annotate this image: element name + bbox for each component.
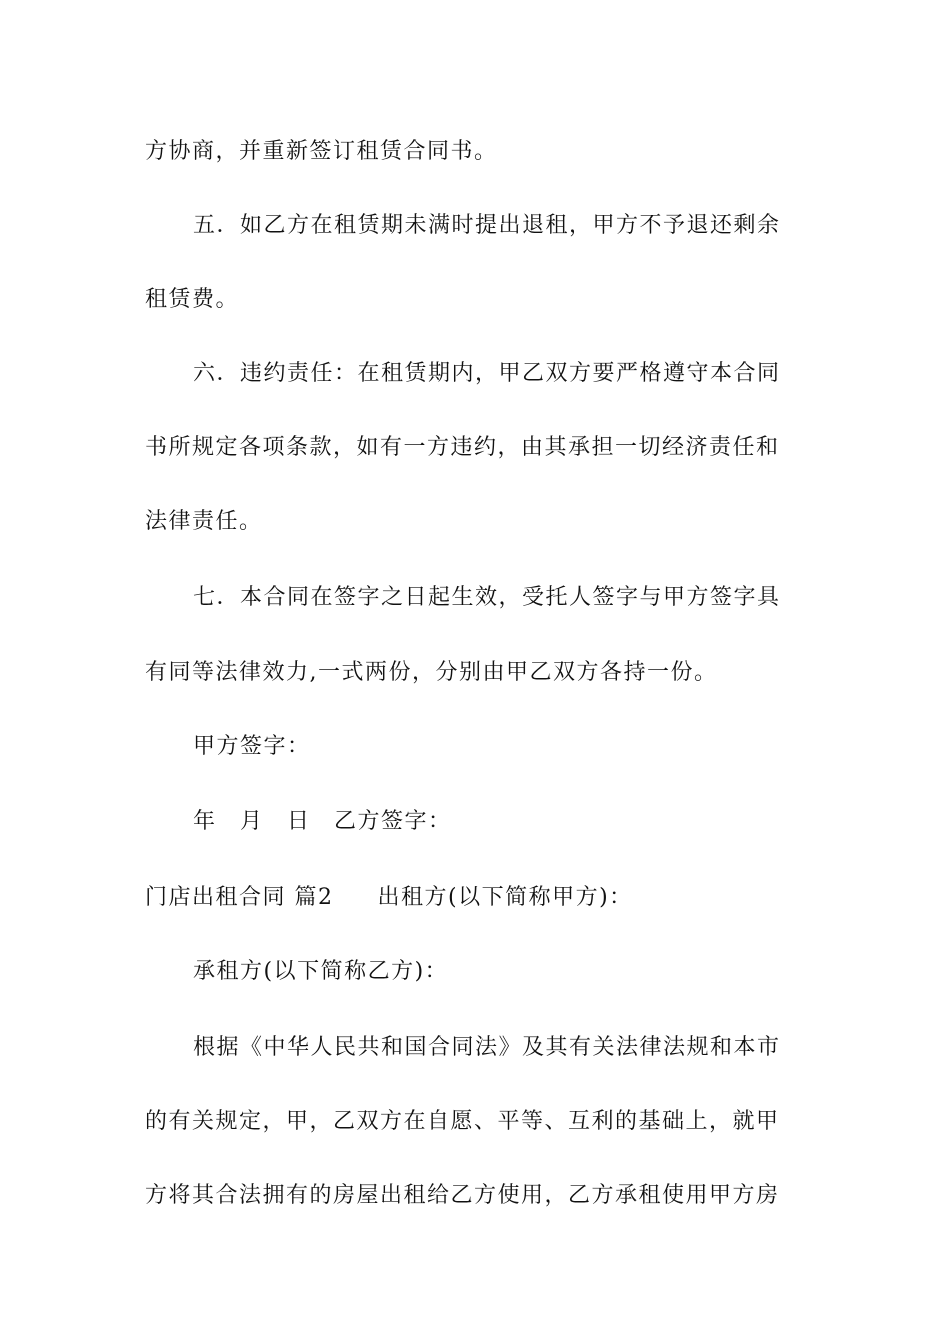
clause-seven-line: 七．本合同在签字之日起生效，受托人签字与甲方签字具: [193, 585, 781, 610]
paragraph-line: 有同等法律效力,一式两份，分别由甲乙双方各持一份。: [145, 660, 718, 685]
date-and-party-b-signature-label: 年 月 日 乙方签字：: [193, 809, 452, 834]
paragraph-line: 法律责任。: [145, 509, 263, 534]
section-heading: 门店出租合同 篇2: [145, 885, 334, 910]
paragraph-line: 租赁费。: [145, 287, 240, 312]
paragraph-line: 书所规定各项条款，如有一方违约，由其承担一切经济责任和: [145, 435, 780, 460]
clause-six-line: 六．违约责任：在租赁期内，甲乙双方要严格遵守本合同: [193, 361, 781, 386]
lessor-label: 出租方(以下简称甲方)：: [377, 885, 633, 910]
section-heading-row: [145, 883, 805, 913]
lessee-label: 承租方(以下简称乙方)：: [193, 959, 449, 984]
preamble-line: 根据《中华人民共和国合同法》及其有关法律法规和本市: [193, 1035, 781, 1060]
party-a-signature-label: 甲方签字：: [193, 734, 311, 759]
paragraph-line: 的有关规定，甲，乙双方在自愿、平等、互利的基础上，就甲: [145, 1109, 780, 1134]
paragraph-line: 方将其合法拥有的房屋出租给乙方使用，乙方承租使用甲方房: [145, 1183, 780, 1208]
clause-five-line: 五．如乙方在租赁期未满时提出退租，甲方不予退还剩余: [193, 213, 781, 238]
paragraph-line: 方协商，并重新签订租赁合同书。: [145, 139, 498, 164]
